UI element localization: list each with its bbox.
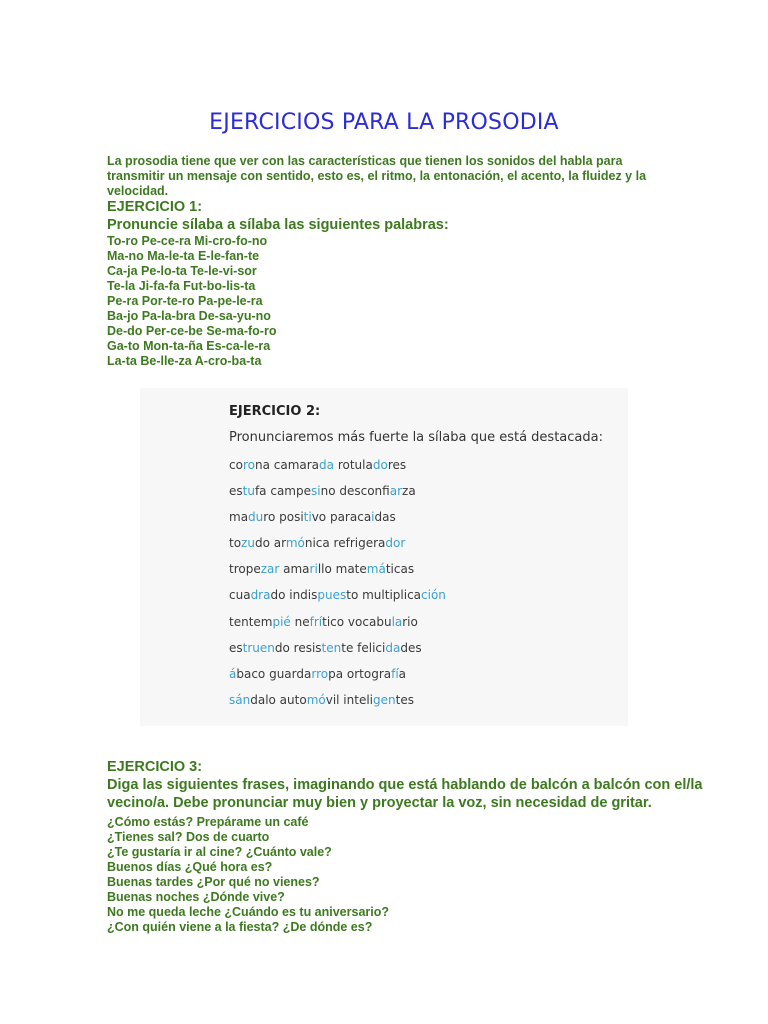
stressed-syllable: i <box>371 510 375 525</box>
exercise-1-heading: EJERCICIO 1: <box>107 199 203 215</box>
exercise-3-phrase: No me queda leche ¿Cuándo es tu aniversario? <box>107 905 390 919</box>
syllable-text: to multiplica <box>346 588 422 603</box>
exercise-3-phrase: ¿Con quién viene a la fiesta? ¿De dónde es? <box>107 920 373 934</box>
exercise-3-phrase: Buenos días ¿Qué hora es? <box>107 860 273 874</box>
exercise-3-instruction: Diga las siguientes frases, imaginando que está hablando de balcón a balcón con el/la vecino/a. Debe pronunciar muy bien y proyectar la voz, sin necesidad de gritar. <box>107 777 703 811</box>
exercise-2-word-line <box>229 456 446 482</box>
exercise-2-word-line <box>229 508 446 534</box>
syllable-text: fa campe <box>254 484 311 499</box>
syllable-text: llo mate <box>317 562 367 577</box>
exercise-3-phrase: ¿Tienes sal? Dos de cuarto <box>107 830 270 844</box>
exercise-3-phrase: ¿Cómo estás? Prepárame un café <box>107 815 309 829</box>
exercise-3-heading: EJERCICIO 3: <box>107 759 203 775</box>
exercise-1-word-line: Pe-ra Por-te-ro Pa-pe-le-ra <box>107 294 263 308</box>
syllable-text: dalo auto <box>250 692 307 707</box>
stressed-syllable: tu <box>242 484 255 499</box>
syllable-text: rio <box>402 614 418 629</box>
syllable-text: ama <box>279 562 310 577</box>
stressed-syllable: ti <box>303 510 312 525</box>
syllable-text: vo paraca <box>311 510 372 525</box>
exercise-2-word-line <box>229 586 446 612</box>
stressed-syllable: ri <box>309 562 318 577</box>
stressed-syllable: mó <box>285 536 305 551</box>
exercise-2-word-line <box>229 482 446 508</box>
syllable-text: tico vocabu <box>322 614 392 629</box>
syllable-text: res <box>387 458 407 472</box>
stressed-syllable: da <box>319 458 335 472</box>
syllable-text: ne <box>290 614 310 629</box>
syllable-text: ma <box>229 510 249 525</box>
syllable-text: rotula <box>334 458 373 472</box>
stressed-syllable: pié <box>272 614 291 629</box>
exercise-1-word-line: Ma-no Ma-le-ta E-le-fan-te <box>107 249 260 263</box>
stressed-syllable: frí <box>309 614 323 629</box>
stressed-syllable: ar <box>389 484 403 499</box>
stressed-syllable: rro <box>311 666 329 681</box>
syllable-text: tes <box>395 692 414 707</box>
stressed-syllable: sán <box>229 692 251 707</box>
syllable-text: do resis <box>274 640 322 655</box>
stressed-syllable: á <box>229 666 237 681</box>
syllable-text: tentem <box>229 614 273 629</box>
exercise-2-word-line <box>229 613 446 639</box>
syllable-text: vil inteli <box>325 692 373 707</box>
exercise-3-header <box>107 758 707 812</box>
page-title: EJERCICIOS PARA LA PROSODIA <box>209 110 559 135</box>
exercise-1-word-line: Te-la Ji-fa-fa Fut-bo-lis-ta <box>107 279 256 293</box>
syllable-text: das <box>374 510 396 525</box>
exercise-2-instruction: Pronunciaremos más fuerte la sílaba que está destacada: <box>229 430 603 445</box>
stressed-syllable: ro <box>242 458 255 472</box>
stressed-syllable: mó <box>306 692 326 707</box>
stressed-syllable: má <box>366 562 386 577</box>
syllable-text: ticas <box>385 562 415 577</box>
stressed-syllable: truen <box>242 640 275 655</box>
stressed-syllable: dor <box>385 536 406 551</box>
stressed-syllable: du <box>248 510 264 525</box>
stressed-syllable: ten <box>321 640 342 655</box>
syllable-text: des <box>400 640 422 655</box>
stressed-syllable: si <box>311 484 321 499</box>
syllable-text: es <box>229 640 243 655</box>
syllable-text: trope <box>229 562 261 577</box>
stressed-syllable: da <box>385 640 401 655</box>
stressed-syllable: do <box>372 458 388 472</box>
syllable-text: a <box>398 666 407 681</box>
stressed-syllable: zu <box>241 536 255 551</box>
exercise-1-instruction: Pronuncie sílaba a sílaba las siguientes palabras: <box>107 217 449 233</box>
syllable-text: te felici <box>341 640 386 655</box>
exercise-2-word-line <box>229 560 446 586</box>
syllable-text: baco guarda <box>236 666 312 681</box>
exercise-3-phrase: Buenas noches ¿Dónde vive? <box>107 890 285 904</box>
exercise-2-word-line <box>229 639 446 665</box>
stressed-syllable: ción <box>421 588 446 603</box>
syllable-text: do indis <box>270 588 318 603</box>
exercise-1-word-line: Ca-ja Pe-lo-ta Te-le-vi-sor <box>107 264 257 278</box>
syllable-text: es <box>229 484 243 499</box>
exercise-3-phrase: Buenas tardes ¿Por qué no vienes? <box>107 875 320 889</box>
syllable-text: ro posi <box>263 510 304 525</box>
stressed-syllable: fí <box>391 666 399 681</box>
stressed-syllable: zar <box>260 562 280 577</box>
syllable-text: co <box>229 458 243 472</box>
exercise-3-phrase-list <box>107 815 389 935</box>
exercise-2-word-line <box>229 665 446 691</box>
exercise-1-word-line: De-do Per-ce-be Se-ma-fo-ro <box>107 324 277 338</box>
exercise-1-word-line: To-ro Pe-ce-ra Mi-cro-fo-no <box>107 234 268 248</box>
exercise-2-word-line <box>229 691 446 717</box>
syllable-text: pa ortogra <box>328 666 392 681</box>
exercise-1-word-line: La-ta Be-lle-za A-cro-ba-ta <box>107 354 262 368</box>
exercise-2-word-line <box>229 534 446 560</box>
exercise-1-word-line: Ba-jo Pa-la-bra De-sa-yu-no <box>107 309 271 323</box>
stressed-syllable: pues <box>317 588 347 603</box>
exercise-1-word-line: Ga-to Mon-ta-ña Es-ca-le-ra <box>107 339 271 353</box>
stressed-syllable: gen <box>373 692 396 707</box>
syllable-text: na camara <box>254 458 320 472</box>
syllable-text: nica refrigera <box>304 536 386 551</box>
exercise-2-word-list <box>229 456 446 717</box>
syllable-text: to <box>229 536 242 551</box>
intro-paragraph: La prosodia tiene que ver con las características que tienen los sonidos del habla para transmitir un mensaje con sentido, esto es, el ritmo, la entonación, el acento, la fluidez y la velocidad. <box>107 154 647 198</box>
exercise-2-heading: EJERCICIO 2: <box>229 404 321 419</box>
exercise-1-word-list <box>107 234 276 369</box>
syllable-text: za <box>402 484 416 499</box>
stressed-syllable: dra <box>250 588 271 603</box>
syllable-text: do ar <box>254 536 286 551</box>
syllable-text: cua <box>229 588 251 603</box>
stressed-syllable: la <box>391 614 403 629</box>
syllable-text: no desconfi <box>320 484 390 499</box>
exercise-3-phrase: ¿Te gustaría ir al cine? ¿Cuánto vale? <box>107 845 332 859</box>
